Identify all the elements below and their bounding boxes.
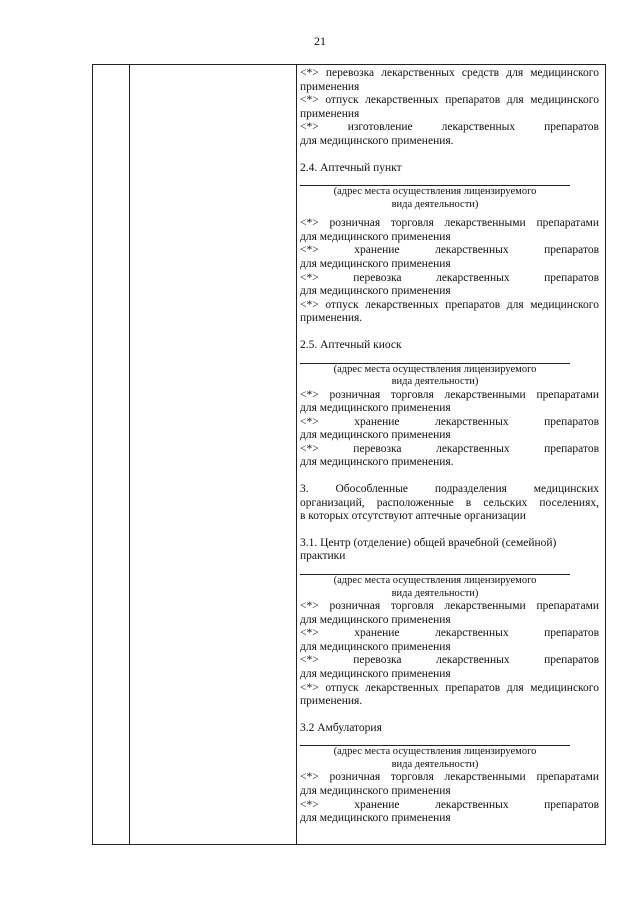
document-table [92,64,606,845]
text-line: <*> хранение лекарственных препаратов [300,627,599,640]
address-caption: (адрес места осуществления лицензируемого [333,186,537,198]
text-line: для медицинского применения [300,285,451,298]
text-line: применения [300,80,360,93]
text-line: для медицинского применения [300,784,451,797]
text-line: <*> перевозка лекарственных препаратов [300,271,599,284]
text-line: для медицинского применения [300,812,451,825]
text-line: для медицинского применения [300,640,451,653]
section-heading: 2.5. Аптечный киоск [300,338,402,351]
activity-list-cell [300,67,599,826]
address-caption: (адрес места осуществления лицензируемого [333,575,537,587]
text-line: <*> отпуск лекарственных препаратов для медицинского [300,94,599,107]
text-line: применения [300,107,360,120]
text-line: <*> перевозка лекарственных препаратов [300,442,599,455]
column-divider-1 [129,65,130,844]
address-caption: (адрес места осуществления лицензируемого [333,746,537,758]
text-line: <*> отпуск лекарственных препаратов для медицинского [300,298,599,311]
text-line: для медицинского применения. [300,456,454,469]
address-caption: вида деятельности) [391,198,479,210]
text-line: для медицинского применения [300,613,451,626]
text-line: применения. [300,695,363,708]
text-line: <*> изготовление лекарственных препаратов [300,121,599,134]
section-heading: практики [300,550,346,563]
text-line: применения. [300,312,363,325]
column-divider-2 [296,65,297,844]
address-caption: вида деятельности) [391,758,479,770]
text-line: для медицинского применения [300,429,451,442]
address-caption: вида деятельности) [391,587,479,599]
address-caption: вида деятельности) [391,376,479,387]
text-line: для медицинского применения. [300,134,454,147]
section-heading: 2.4. Аптечный пункт [300,161,402,174]
text-line: <*> розничная торговля лекарственными препаратами [300,771,599,784]
text-line: <*> розничная торговля лекарственными препаратами [300,388,599,401]
page-number: 21 [314,34,326,48]
text-line: <*> розничная торговля лекарственными препаратами [300,217,599,230]
section-heading: организаций, расположенные в сельских поселениях, [300,496,599,509]
text-line: для медицинского применения [300,668,451,680]
text-line: <*> хранение лекарственных препаратов [300,415,599,428]
address-caption: (адрес места осуществления лицензируемого [333,363,537,375]
text-line: <*> перевозка лекарственных препаратов [300,654,599,667]
text-line: для медицинского применения [300,402,451,415]
text-line: <*> хранение лекарственных препаратов [300,798,599,811]
text-line: <*> хранение лекарственных препаратов [300,244,599,257]
section-heading: 3.1. Центр (отделение) общей врачебной (семейной) [300,536,557,549]
section-heading: в которых отсутствуют аптечные организации [300,510,526,523]
text-line: <*> отпуск лекарственных препаратов для медицинского [300,681,599,694]
text-line: для медицинского применения [300,257,451,270]
section-heading: 3.2 Амбулатория [300,721,382,734]
text-line: для медицинского применения [300,230,451,243]
section-heading: 3. Обособленные подразделения медицинских [300,483,599,496]
text-line: <*> розничная торговля лекарственными препаратами [300,600,599,613]
text-line: <*> перевозка лекарственных средств для медицинского [300,67,599,79]
